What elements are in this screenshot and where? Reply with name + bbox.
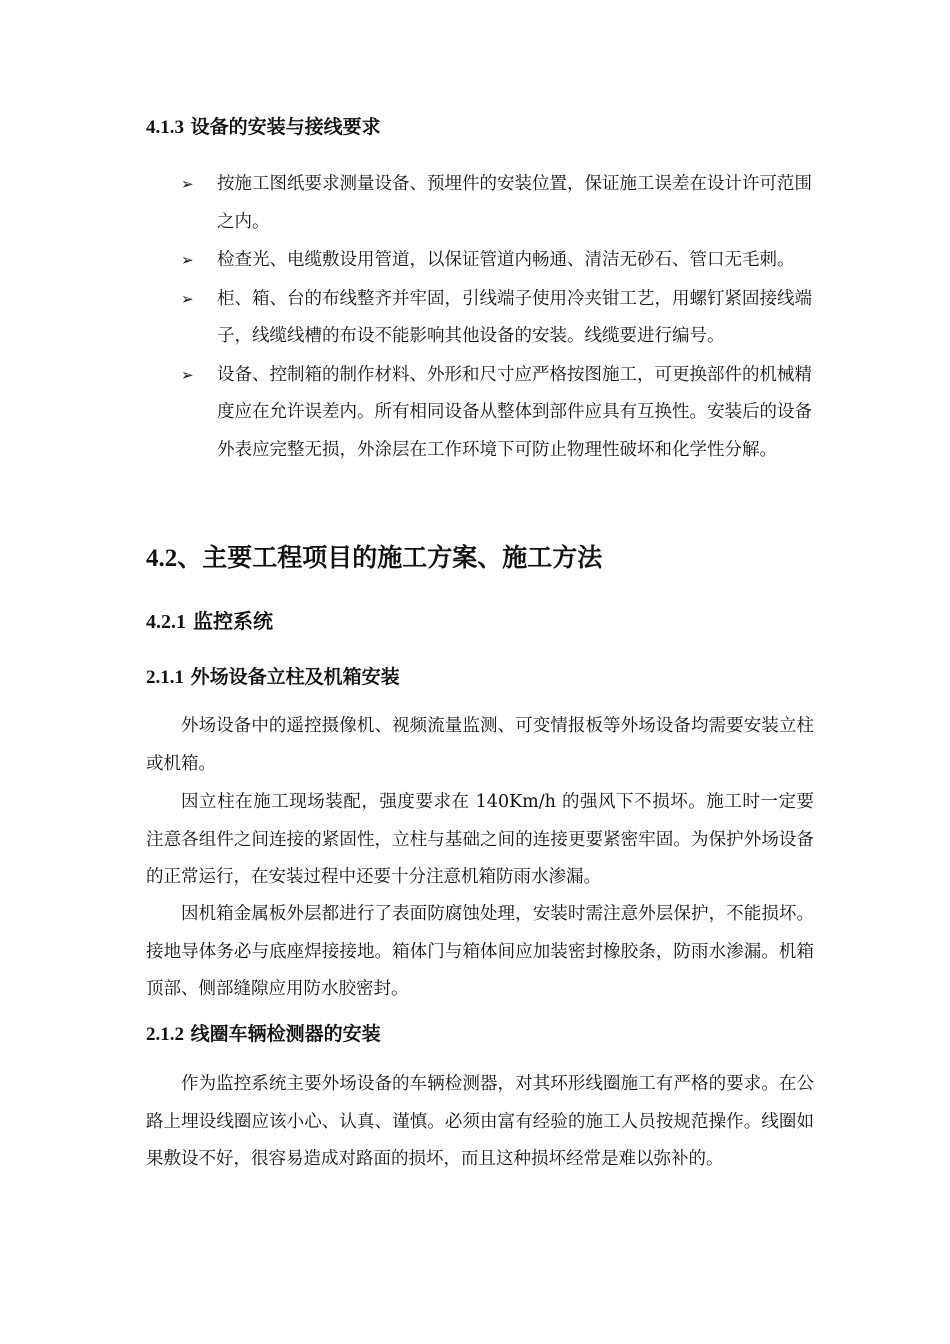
list-item-text: 检查光、电缆敷设用管道，以保证管道内畅通、清洁无砂石、管口无毛刺。 — [217, 250, 795, 270]
section-heading-2-1-2 — [146, 1019, 381, 1046]
section-title: 监控系统 — [186, 609, 273, 633]
list-item — [146, 357, 826, 470]
arrow-bullet-icon: ➢ — [181, 365, 194, 384]
section-number: 4.2 — [146, 545, 178, 572]
arrow-bullet-icon: ➢ — [181, 251, 194, 269]
paragraph: 因机箱金属板外层都进行了表面防腐蚀处理，安装时需注意外层保护，不能损坏。接地导体务必与底座焊接接地。箱体门与箱体间应加装密封橡胶条，防雨水渗漏。机箱顶部、侧部缝隙应用防水胶密封。 — [146, 904, 814, 999]
section-number: 4.1.3 — [146, 117, 184, 138]
section-heading-4-1-3 — [146, 112, 381, 139]
list-item-text: 设备、控制箱的制作材料、外形和尺寸应严格按图施工，可更换部件的机械精度应在允许误差内。所有相同设备从整体到部件应具有互换性。安装后的设备外表应完整无损，外涂层在工作环境下可防止物理性破坏和化学性分解。 — [217, 364, 812, 460]
section-heading-4-2 — [146, 538, 602, 574]
list-item-text: 柜、箱、台的布线整齐并牢固，引线端子使用冷夹钳工艺，用螺钉紧固接线端子，线缆线槽的布设不能影响其他设备的安装。线缆要进行编号。 — [217, 288, 812, 346]
section-number: 4.2.1 — [146, 611, 186, 633]
section-heading-4-2-1 — [146, 605, 273, 634]
paragraph: 因立柱在施工现场装配，强度要求在 140Km/h 的强风下不损坏。施工时一定要注意各组件之间连接的紧固性，立柱与基础之间的连接更要紧密牢固。为保护外场设备的正常运行，在安装过程中还要十分注意机箱防雨水渗漏。 — [146, 792, 814, 887]
section-title: 线圈车辆检测器的安装 — [184, 1023, 381, 1045]
list-item-text: 按施工图纸要求测量设备、预埋件的安装位置，保证施工误差在设计许可范围之内。 — [217, 174, 812, 232]
arrow-bullet-icon: ➢ — [181, 289, 194, 308]
list-item — [146, 281, 826, 356]
requirements-list — [146, 166, 826, 470]
section-title: 、主要工程项目的施工方案、施工方法 — [177, 543, 603, 572]
section-heading-2-1-1 — [146, 662, 400, 689]
list-item — [146, 166, 826, 241]
section-number: 2.1.2 — [146, 1024, 184, 1045]
paragraph: 外场设备中的遥控摄像机、视频流量监测、可变情报板等外场设备均需要安装立柱或机箱。 — [146, 716, 814, 774]
section-title: 外场设备立柱及机箱安装 — [184, 666, 400, 688]
list-item — [146, 242, 826, 280]
arrow-bullet-icon: ➢ — [181, 175, 194, 193]
section-number: 2.1.1 — [146, 667, 184, 688]
paragraph: 作为监控系统主要外场设备的车辆检测器，对其环形线圈施工有严格的要求。在公路上埋设线圈应该小心、认真、谨慎。必须由富有经验的施工人员按规范操作。线圈如果敷设不好，很容易造成对路面的损坏，而且这种损坏经常是难以弥补的。 — [146, 1074, 814, 1169]
section-title: 设备的安装与接线要求 — [184, 116, 381, 138]
